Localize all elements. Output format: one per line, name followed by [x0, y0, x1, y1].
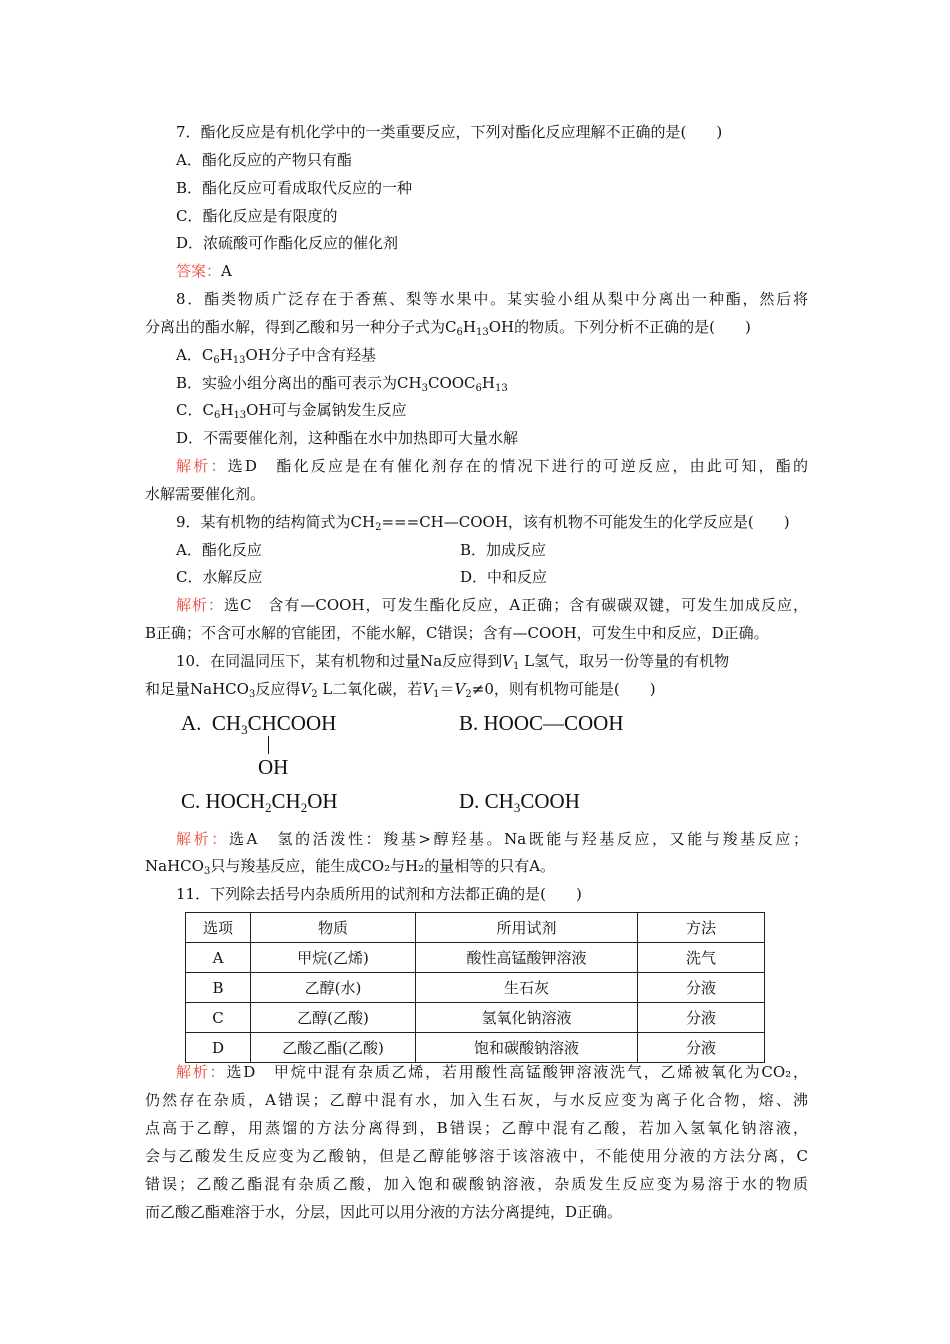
- q11-analysis-line3: 点高于乙醇，用蒸馏的方法分离得到，B错误；乙醇中混有乙酸，若加入氢氧化钠溶液，: [145, 1119, 808, 1137]
- table-cell: 乙醇(乙酸): [251, 1003, 416, 1033]
- q8-stem-line2: 分离出的酯水解，得到乙酸和另一种分子式为$C_6H_{13}OH$的物质。下列分析不正确的是( ): [145, 318, 751, 338]
- q10-stem-text: 10．在同温同压下，某有机物和过量Na反应得到: [176, 652, 503, 670]
- q11-options-table: [185, 912, 765, 1063]
- q11-analysis-text: 选D 甲烷中混有杂质乙烯，若用酸性高锰酸钾溶液洗气，乙烯被氧化为CO₂，: [226, 1063, 808, 1081]
- q11-analysis-line6: 而乙酸乙酯难溶于水，分层，因此可以用分液的方法分离提纯，D正确。: [145, 1203, 623, 1221]
- q10-stem2-text-mid2: L二氧化碳，若: [322, 680, 423, 698]
- q8-analysis-line1: [176, 456, 808, 476]
- table-row: [186, 943, 765, 973]
- q10-option-c: C. $HOCH_2CH_2OH$: [181, 789, 338, 815]
- q9-option-a: A．酯化反应: [176, 541, 262, 559]
- q10-option-a: A. $CH_3CHCOOH$: [181, 711, 337, 737]
- q7-option-b: B．酯化反应可看成取代反应的一种: [176, 179, 413, 197]
- q10-analysis-text: 选A 氢的活泼性：羧基>醇羟基。Na既能与羟基反应，又能与羧基反应；: [228, 830, 808, 848]
- q8-analysis-text: 选D 酯化反应是在有催化剂存在的情况下进行的可逆反应，由此可知，酯的: [227, 457, 808, 475]
- table-row: [186, 1033, 765, 1063]
- q8-stem-text: 分离出的酯水解，得到乙酸和另一种分子式为: [145, 318, 446, 336]
- table-row: [186, 973, 765, 1003]
- q10-option-b: B. HOOC—COOH: [459, 711, 624, 735]
- q10-stem-line2: 和足量NaHCO$_3$反应得$V_2$ L二氧化碳，若$V_1=V_2\ne 0$，则有机物可能是( ): [145, 680, 656, 700]
- table-cell: C: [186, 1003, 251, 1033]
- q10-option-a-oh: OH: [258, 755, 289, 779]
- q10-analysis-text-end: 只与羧基反应，能生成CO₂与H₂的量相等的只有A。: [210, 857, 556, 875]
- q9-analysis-line2: B正确；不含可水解的官能团，不能水解，C错误；含有—COOH，可发生中和反应，D正确。: [145, 624, 769, 642]
- q7-option-c: C．酯化反应是有限度的: [176, 207, 338, 225]
- q10-stem2-text-mid: 反应得: [255, 680, 301, 698]
- table-cell: 分液: [638, 1003, 765, 1033]
- table-cell: 甲烷(乙烯): [251, 943, 416, 973]
- q8-option-c: C．$C_6H_{13}OH$可与金属钠发生反应: [176, 401, 407, 421]
- bond-line: [268, 736, 269, 754]
- q8-option-a: A．$C_6H_{13}OH$分子中含有羟基: [176, 346, 376, 366]
- q7-stem: 7．酯化反应是有机化学中的一类重要反应，下列对酯化反应理解不正确的是( ): [176, 123, 723, 141]
- q7-answer: [176, 261, 232, 281]
- table-cell: 乙酸乙酯(乙酸): [251, 1033, 416, 1063]
- table-header-cell: 物质: [251, 913, 416, 943]
- q10-analysis-line2: NaHCO$_3$只与羧基反应，能生成CO₂与H₂的量相等的只有A。: [145, 857, 556, 877]
- q7-option-a: A．酯化反应的产物只有酯: [176, 151, 352, 169]
- q10-stem2-text-end: ，则有机物可能是( ): [493, 680, 656, 698]
- q8-option-c-text: 可与金属钠发生反应: [271, 401, 407, 419]
- table-cell: B: [186, 973, 251, 1003]
- q9-stem-text: 9．某有机物的结构简式为: [176, 513, 351, 531]
- table-cell: 生石灰: [416, 973, 638, 1003]
- q8-option-a-text: 分子中含有羟基: [270, 346, 376, 364]
- analysis-label: 解析：: [176, 830, 229, 848]
- q10-stem-line1: 10．在同温同压下，某有机物和过量Na反应得到$V_1$ L氢气，取另一份等量的有机物: [176, 652, 730, 672]
- table-cell: 饱和碳酸钠溶液: [416, 1033, 638, 1063]
- table-header-cell: 所用试剂: [416, 913, 638, 943]
- q8-option-b: B．实验小组分离出的酯可表示为$CH_3COOC_6H_{13}$: [176, 374, 508, 394]
- table-header-cell: 方法: [638, 913, 765, 943]
- table-cell: D: [186, 1033, 251, 1063]
- q9-analysis-text: 选C 含有—COOH，可发生酯化反应，A正确；含有碳碳双键，可发生加成反应，: [223, 596, 808, 614]
- table-cell: 分液: [638, 1033, 765, 1063]
- table-cell: 氢氧化钠溶液: [416, 1003, 638, 1033]
- analysis-label: 解析：: [176, 596, 224, 614]
- q10-option-d-label: D.: [459, 789, 480, 813]
- q8-option-b-text: B．实验小组分离出的酯可表示为: [176, 374, 398, 392]
- q7-option-d: D．浓硫酸可作酯化反应的催化剂: [176, 234, 399, 252]
- table-cell: 乙醇(水): [251, 973, 416, 1003]
- analysis-label: 解析：: [176, 457, 228, 475]
- q10-option-c-label: C.: [181, 789, 201, 813]
- q9-option-d: D．中和反应: [460, 568, 548, 586]
- answer-label: 答案：: [176, 262, 222, 280]
- q10-analysis-line1: [176, 829, 808, 849]
- q11-analysis-line4: 会与乙酸发生反应变为乙酸钠，但是乙醇能够溶于该溶液中，不能使用分液的方法分离，C: [145, 1147, 808, 1165]
- q9-option-b: B．加成反应: [460, 541, 547, 559]
- q10-stem-text-end: L氢气，取另一份等量的有机物: [524, 652, 730, 670]
- table-cell: 洗气: [638, 943, 765, 973]
- q10-option-a-label: A.: [181, 711, 202, 735]
- q11-analysis-line2: 仍然存在杂质，A错误；乙醇中混有水，加入生石灰，与水反应变为离子化合物，熔、沸: [145, 1091, 808, 1109]
- q9-analysis-line1: [176, 595, 808, 615]
- table-header-cell: 选项: [186, 913, 251, 943]
- q11-analysis-line5: 错误；乙酸乙酯混有杂质乙酸，加入饱和碳酸钠溶液，杂质发生反应变为易溶于水的物质: [145, 1175, 808, 1193]
- q9-stem: 9．某有机物的结构简式为$CH_2===CH—COOH$，该有机物不可能发生的化学反应是( ): [176, 513, 790, 533]
- q9-stem-text-end: ，该有机物不可能发生的化学反应是( ): [507, 513, 790, 531]
- table-header-row: [186, 913, 765, 943]
- q8-stem-line1: 8．酯类物质广泛存在于香蕉、梨等水果中。某实验小组从梨中分离出一种酯，然后将: [176, 290, 808, 308]
- q10-stem2-text: 和足量: [145, 680, 191, 698]
- q8-analysis-line2: 水解需要催化剂。: [145, 485, 266, 503]
- q11-stem: 11．下列除去括号内杂质所用的试剂和方法都正确的是( ): [176, 885, 582, 903]
- q11-analysis-line1: [176, 1062, 808, 1082]
- answer-value: A: [221, 262, 232, 280]
- table-cell: 酸性高锰酸钾溶液: [416, 943, 638, 973]
- q10-option-d: D. $CH_3COOH$: [459, 789, 580, 815]
- q9-option-c: C．水解反应: [176, 568, 263, 586]
- q8-stem-text-end: 的物质。下列分析不正确的是( ): [514, 318, 751, 336]
- table-cell: 分液: [638, 973, 765, 1003]
- analysis-label: 解析：: [176, 1063, 227, 1081]
- table-row: [186, 1003, 765, 1033]
- table-cell: A: [186, 943, 251, 973]
- q8-option-d: D．不需要催化剂，这种酯在水中加热即可大量水解: [176, 429, 519, 447]
